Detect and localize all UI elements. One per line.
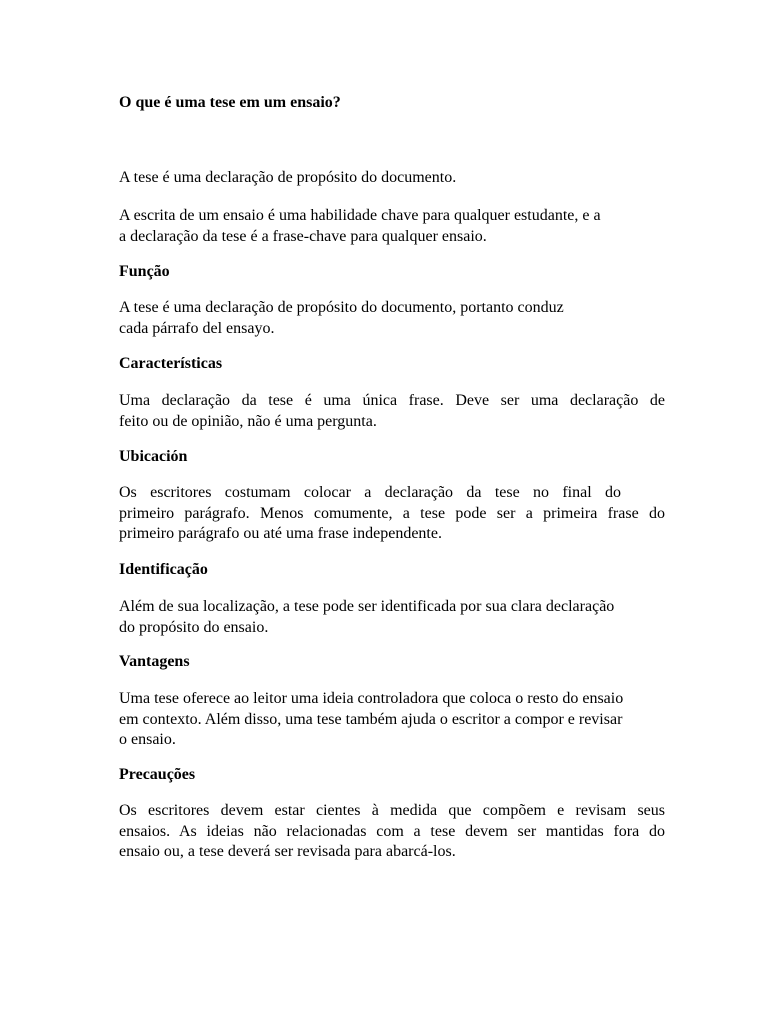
paragraph-line: ensaio ou, a tese deverá ser revisada para abarcá-los. bbox=[119, 843, 456, 860]
paragraph-vantagens bbox=[119, 689, 623, 751]
intro-paragraph bbox=[119, 168, 456, 189]
paragraph-funcao bbox=[119, 298, 564, 339]
document-title: O que é uma tese em um ensaio? bbox=[119, 94, 341, 111]
paragraph-precaucoes bbox=[119, 801, 665, 863]
heading-caracteristicas: Características bbox=[119, 355, 223, 372]
paragraph-line: ensaios. As ideias não relacionadas com a tese devem ser mantidas fora do bbox=[119, 822, 665, 840]
paragraph-line: em contexto. Além disso, uma tese também ajuda o escritor a compor e revisar bbox=[119, 710, 623, 728]
paragraph-line: cada párrafo del ensayo. bbox=[119, 319, 275, 337]
paragraph-line: Uma tese oferece ao leitor uma ideia controladora que coloca o resto do ensaio bbox=[119, 690, 624, 707]
paragraph-line: A tese é uma declaração de propósito do documento, portanto conduz bbox=[119, 299, 564, 316]
paragraph-line: Os escritores costumam colocar a declaração da tese no final do bbox=[119, 484, 621, 501]
heading-precaucoes: Precauções bbox=[119, 766, 196, 783]
paragraph-line: Uma declaração da tese é uma única frase. Deve ser uma declaração de bbox=[119, 392, 665, 409]
paragraph-line: primeiro parágrafo ou até uma frase independente. bbox=[119, 525, 442, 542]
heading-funcao: Função bbox=[119, 263, 170, 280]
heading-identificacao: Identificação bbox=[119, 561, 208, 578]
paragraph-line: Além de sua localização, a tese pode ser identificada por sua clara declaração bbox=[119, 598, 615, 615]
paragraph-line: o ensaio. bbox=[119, 731, 176, 748]
intro-paragraph-2 bbox=[119, 206, 601, 247]
paragraph-line: A tese é uma declaração de propósito do documento. bbox=[119, 169, 457, 186]
paragraph-line: do propósito do ensaio. bbox=[119, 618, 269, 636]
paragraph-line: a declaração da tese é a frase-chave para qualquer ensaio. bbox=[119, 227, 487, 245]
heading-ubicacion: Ubicación bbox=[119, 448, 188, 465]
paragraph-line: feito ou de opinião, não é uma pergunta. bbox=[119, 412, 377, 430]
paragraph-line: primeiro parágrafo. Menos comumente, a tese pode ser a primeira frase do bbox=[119, 504, 665, 522]
heading-vantagens: Vantagens bbox=[119, 653, 190, 670]
paragraph-caracteristicas bbox=[119, 391, 665, 432]
paragraph-line: Os escritores devem estar cientes à medida que compõem e revisam seus bbox=[119, 802, 665, 819]
paragraph-ubicacion bbox=[119, 483, 665, 545]
paragraph-identificacao bbox=[119, 597, 614, 638]
paragraph-line: A escrita de um ensaio é uma habilidade chave para qualquer estudante, e a bbox=[119, 207, 601, 224]
